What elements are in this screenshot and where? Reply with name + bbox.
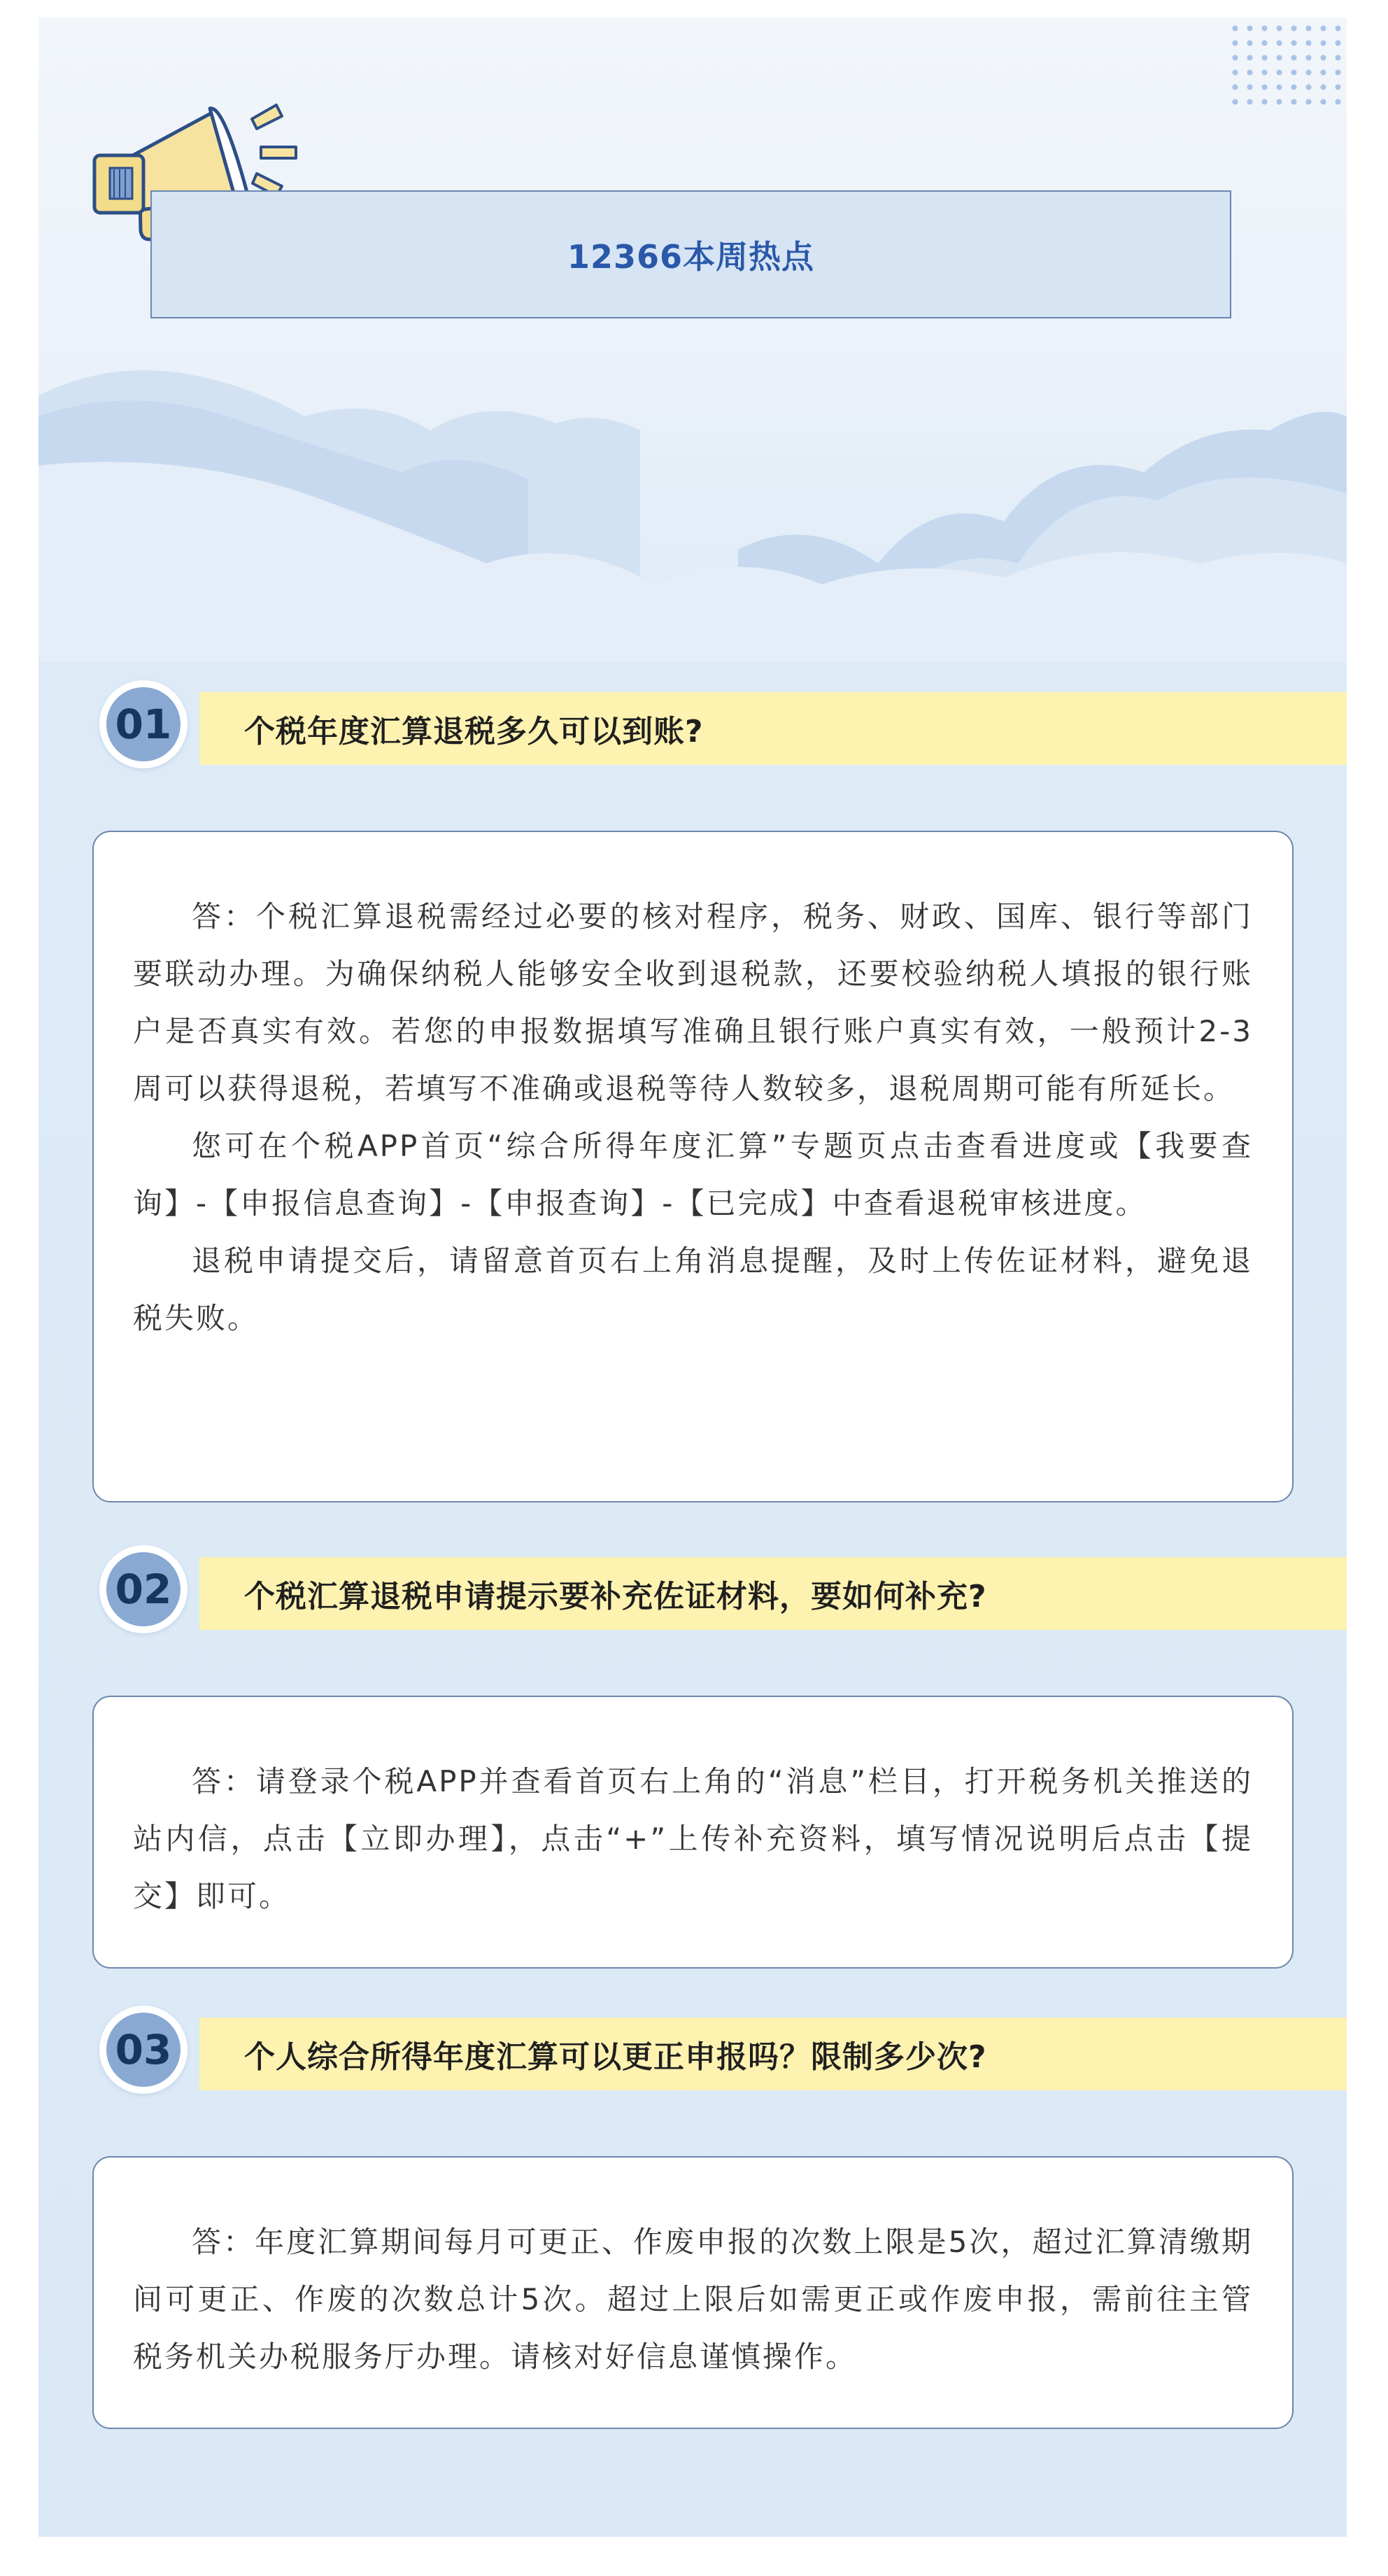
cloud-decoration xyxy=(38,353,1347,661)
question-title-bar xyxy=(199,1557,1347,1630)
page-panel xyxy=(38,17,1347,2537)
question-number: 02 xyxy=(106,1552,180,1626)
answer-paragraph: 答：请登录个税APP并查看首页右上角的“消息”栏目，打开税务机关推送的站内信，点击【立即办理】，点击“+”上传补充资料，填写情况说明后点击【提交】即可。 xyxy=(133,1764,1253,1913)
dot-grid-decoration xyxy=(1228,21,1347,105)
question-title: 个人综合所得年度汇算可以更正申报吗？限制多少次? xyxy=(244,2039,987,2075)
answer-paragraph: 答：年度汇算期间每月可更正、作废申报的次数上限是5次，超过汇算清缴期间可更正、作废的次数总计5次。超过上限后如需更正或作废申报，需前往主管税务机关办税服务厅办理。请核对好信息谨慎操作。 xyxy=(133,2225,1253,2374)
header-banner xyxy=(150,190,1231,318)
question-number: 01 xyxy=(106,687,180,761)
answer-card xyxy=(92,2156,1294,2429)
answer-card xyxy=(92,1696,1294,1969)
question-title-bar xyxy=(199,692,1347,765)
question-number: 03 xyxy=(106,2013,180,2087)
page-title: 12366本周热点 xyxy=(567,237,815,276)
answer-paragraph: 您可在个税APP首页“综合所得年度汇算”专题页点击查看进度或【我要查询】-【申报信息查询】-【申报查询】-【已完成】中查看退税审核进度。 xyxy=(133,1129,1253,1220)
question-title: 个税年度汇算退税多久可以到账? xyxy=(244,714,704,749)
question-number-badge xyxy=(99,2006,187,2094)
answer-card xyxy=(92,831,1294,1502)
question-title-bar xyxy=(199,2018,1347,2090)
question-title: 个税汇算退税申请提示要补充佐证材料，要如何补充? xyxy=(244,1579,987,1614)
question-number-badge xyxy=(99,680,187,768)
answer-paragraph: 退税申请提交后，请留意首页右上角消息提醒，及时上传佐证材料，避免退税失败。 xyxy=(133,1244,1253,1335)
answer-paragraph: 答：个税汇算退税需经过必要的核对程序，税务、财政、国库、银行等部门要联动办理。为确保纳税人能够安全收到退税款，还要校验纳税人填报的银行账户是否真实有效。若您的申报数据填写准确且银行账户真实有效，一般预计2-3周可以获得退税，若填写不准确或退税等待人数较多，退税周期可能有所延长。 xyxy=(133,899,1253,1106)
question-number-badge xyxy=(99,1545,187,1633)
